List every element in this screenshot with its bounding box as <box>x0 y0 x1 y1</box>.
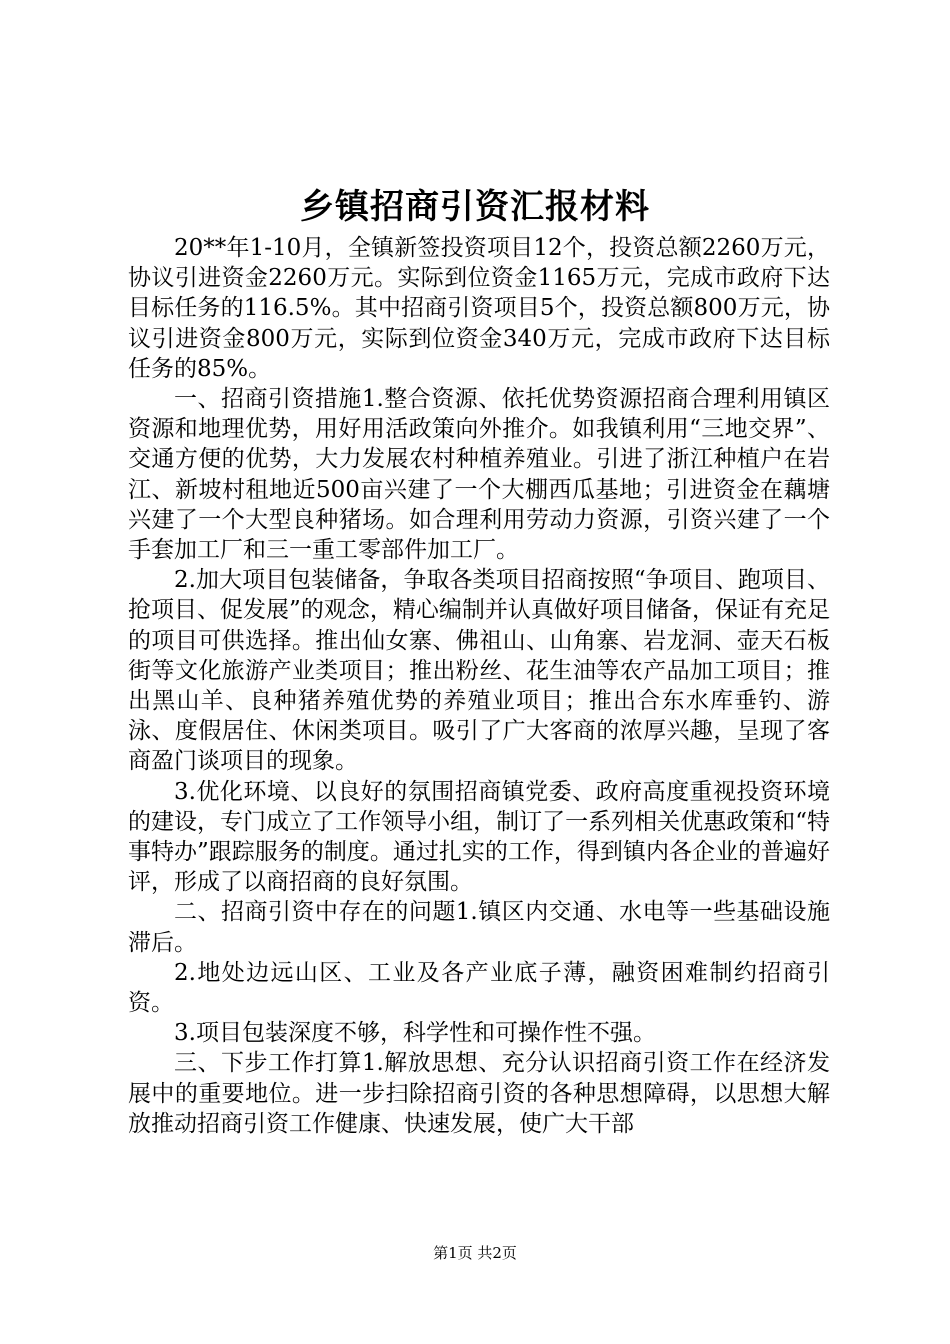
document-body <box>128 233 830 1139</box>
paragraph: 3.项目包装深度不够，科学性和可操作性不强。 <box>174 1020 656 1047</box>
paragraph: 3.优化环境、以良好的氛围招商镇党委、政府高度重视投资环境的建设，专门成立了工作领导小组，制订了一系列相关优惠政策和“特事特办”跟踪服务的制度。通过扎实的工作，得到镇内各企业的普遍好评，形成了以商招商的良好氛围。 <box>128 778 830 896</box>
document-title: 乡镇招商引资汇报材料 <box>300 187 650 227</box>
paragraph: 三、下步工作打算1.解放思想、充分认识招商引资工作在经济发展中的重要地位。进一步扫除招商引资的各种思想障碍，以思想大解放推动招商引资工作健康、快速发展，使广大干部 <box>128 1050 830 1137</box>
paragraph: 二、招商引资中存在的问题1.镇区内交通、水电等一些基础设施滞后。 <box>128 899 830 956</box>
paragraph: 20**年1-10月，全镇新签投资项目12个，投资总额2260万元，协议引进资金2260万元。实际到位资金1165万元，完成市政府下达目标任务的116.5%。其中招商引资项目5个，投资总额800万元，协议引进资金800万元，实际到位资金340万元，完成市政府下达目标任务的85%。 <box>128 235 830 382</box>
paragraph: 一、招商引资措施1.整合资源、依托优势资源招商合理利用镇区资源和地理优势，用好用活政策向外推介。如我镇利用“三地交界”、交通方便的优势，大力发展农村种植养殖业。引进了浙江种植户在岩江、新坡村租地近500亩兴建了一个大棚西瓜基地；引进资金在藕塘兴建了一个大型良种猪场。如合理利用劳动力资源，引资兴建了一个手套加工厂和三一重工零部件加工厂。 <box>128 386 830 564</box>
paragraph: 2.加大项目包装储备，争取各类项目招商按照“争项目、跑项目、抢项目、促发展”的观念，精心编制并认真做好项目储备，保证有充足的项目可供选择。推出仙女寨、佛祖山、山角寨、岩龙洞、壶天石板街等文化旅游产业类项目；推出粉丝、花生油等农产品加工项目；推出黑山羊、良种猪养殖优势的养殖业项目；推出合东水库垂钓、游泳、度假居住、休闲类项目。吸引了广大客商的浓厚兴趣，呈现了客商盈门谈项目的现象。 <box>128 567 830 775</box>
page-footer: 第1页 共2页 <box>433 1244 517 1262</box>
paragraph: 2.地处边远山区、工业及各产业底子薄，融资困难制约招商引资。 <box>128 959 830 1017</box>
